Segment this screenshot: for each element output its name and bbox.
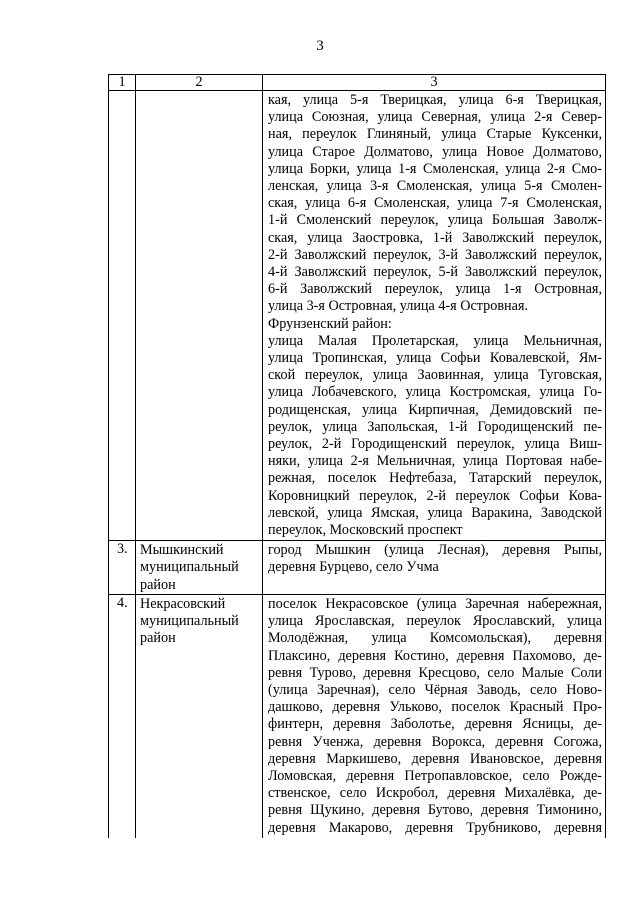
settlements-text (263, 541, 606, 595)
text-line: режная, поселок Нефтебаза, Татарский переулок, (268, 470, 602, 487)
text-line: улица Борки, улица 1-я Смоленская, улица 2-я Смо- (268, 160, 602, 177)
text-line: 6-й Заволжский переулок, улица 1-я Островная, (268, 281, 602, 298)
text-line: 4-й Заволжский переулок, 5-й Заволжский переулок, (268, 264, 602, 281)
text-line: улица Малая Пролетарская, улица Мельничная, (268, 332, 602, 349)
district-name-line: муниципальный (140, 559, 239, 576)
district-name-line: район (140, 576, 176, 593)
text-line: ская, улица Заостровка, 1-й Заволжский переулок, (268, 229, 602, 246)
table-row (109, 91, 606, 541)
text-line: няки, улица 2-я Мельничная, улица Портовая набе- (268, 453, 602, 470)
text-line: ная, переулок Глиняный, улица Старые Куксенки, (268, 126, 602, 143)
text-line: ревня Турово, деревня Кресцово, село Малые Соли (268, 664, 602, 681)
row-number: 3. (109, 541, 136, 595)
text-line: реулок, 2-й Городищенский переулок, улица Виш- (268, 436, 602, 453)
text-line: ская, улица 6-я Смоленская, улица 7-я Смоленская, (268, 195, 602, 212)
header-col-3: 3 (263, 75, 606, 91)
table-row (109, 594, 606, 837)
district-name (136, 91, 263, 541)
text-line: 1-й Смоленский переулок, улица Большая Заволж- (268, 212, 602, 229)
text-line: Коровницкий переулок, 2-й переулок Софьи Кова- (268, 487, 602, 504)
text-line: город Мышкин (улица Лесная), деревня Рыпы, (268, 542, 602, 559)
text-line: родищенская, улица Кирпичная, Демидовский пе- (268, 401, 602, 418)
page-number: 3 (316, 38, 324, 54)
text-line: улица 3-я Островная, улица 4-я Островная. (268, 298, 529, 315)
header-col-2: 2 (136, 75, 263, 91)
table-header-row (109, 75, 606, 91)
text-line: улица Союзная, улица Северная, улица 2-я Север- (268, 109, 602, 126)
text-line: улица Старое Долматово, улица Новое Долматово, (268, 143, 602, 160)
text-line: улица Ярославская, переулок Ярославский, улица (268, 613, 602, 630)
row-number (109, 91, 136, 541)
header-col-1: 1 (109, 75, 136, 91)
text-line: ревня Щукино, деревня Бутово, деревня Тимонино, (268, 802, 602, 819)
district-name-line: район (140, 630, 176, 647)
text-line: деревня Бурцево, село Учма (268, 559, 439, 576)
text-line: деревня Макарово, деревня Трубниково, деревня (268, 819, 602, 836)
text-line: финтерн, деревня Заболотье, деревня Ясницы, де- (268, 716, 602, 733)
text-line: дашково, деревня Ульково, поселок Красный Про- (268, 699, 602, 716)
settlements-table (108, 74, 606, 838)
text-line: реулок, улица Запольская, 1-й Городищенский пе- (268, 418, 602, 435)
text-line: ственское, село Искробол, деревня Михалёвка, де- (268, 785, 602, 802)
district-name (136, 594, 263, 837)
text-line: 2-й Заволжский переулок, 3-й Заволжский переулок, (268, 246, 602, 263)
text-line: переулок, Московский проспект (268, 522, 463, 539)
settlements-text (263, 594, 606, 837)
row-number: 4. (109, 594, 136, 837)
text-line: ской переулок, улица Заовинная, улица Туговская, (268, 367, 602, 384)
district-name-line: Мышкинский (140, 542, 224, 559)
text-line: ревня Ученжа, деревня Ворокса, деревня Согожа, (268, 733, 602, 750)
text-line: деревня Маркишево, деревня Ивановское, деревня (268, 750, 602, 767)
text-line: Молодёжная, улица Комсомольская), деревня (268, 630, 602, 647)
text-line: кая, улица 5-я Тверицкая, улица 6-я Тверицкая, (268, 92, 602, 108)
district-name (136, 541, 263, 595)
district-name-line: Некрасовский (140, 595, 226, 612)
text-line: Фрунзенский район: (268, 315, 392, 332)
text-line: поселок Некрасовское (улица Заречная набережная, (268, 595, 602, 612)
district-name-line: муниципальный (140, 613, 239, 630)
text-line: Плаксино, деревня Костино, деревня Пахомово, де- (268, 647, 602, 664)
table-row (109, 541, 606, 595)
text-line: (улица Заречная), село Чёрная Заводь, село Ново- (268, 681, 602, 698)
text-line: ленская, улица 3-я Смоленская, улица 5-я Смолен- (268, 178, 602, 195)
text-line: улица Тропинская, улица Софьи Ковалевской, Ям- (268, 350, 602, 367)
text-line: левской, улица Ямская, улица Варакина, Заводской (268, 504, 602, 521)
text-line: улица Лобачевского, улица Костромская, улица Го- (268, 384, 602, 401)
text-line: Ломовская, деревня Петропавловское, село Рожде- (268, 767, 602, 784)
settlements-text (263, 91, 606, 541)
